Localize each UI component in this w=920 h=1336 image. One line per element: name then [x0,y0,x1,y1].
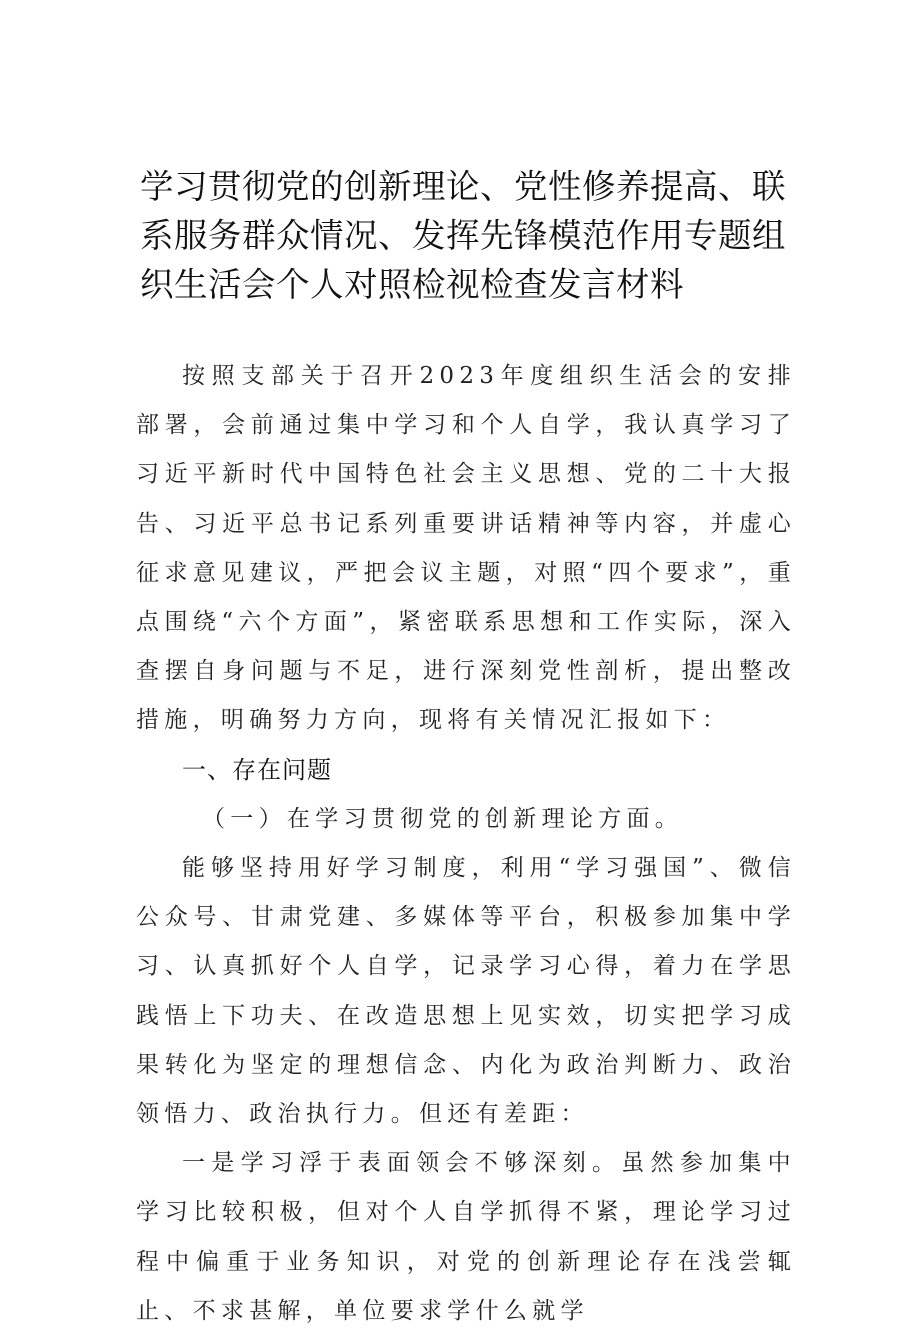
body-paragraph: 能够坚持用好学习制度，利用“学习强国”、微信公众号、甘肃党建、多媒体等平台，积极参加集中学习、认真抓好个人自学，记录学习心得，着力在学思践悟上下功夫、在改造思想上见实效，切实把学习成果转化为坚定的理想信念、内化为政治判断力、政治领悟力、政治执行力。但还有差距： [136,855,796,1128]
document-body [136,352,796,1336]
section-heading: 一、存在问题 [182,755,332,784]
document-title: 学习贯彻党的创新理论、党性修养提高、联系服务群众情况、发挥先锋模范作用专题组织生活会个人对照检视检查发言材料 [140,167,786,304]
intro-paragraph: 按照支部关于召开2023年度组织生活会的安排部署，会前通过集中学习和个人自学，我认真学习了习近平新时代中国特色社会主义思想、党的二十大报告、习近平总书记系列重要讲话精神等内容，并虚心征求意见建议，严把会议主题，对照“四个要求”，重点围绕“六个方面”，紧密联系思想和工作实际，深入查摆自身问题与不足，进行深刻党性剖析，提出整改措施，明确努力方向，现将有关情况汇报如下： [136,363,796,734]
body-paragraph: 一是学习浮于表面领会不够深刻。虽然参加集中学习比较积极，但对个人自学抓得不紧，理论学习过程中偏重于业务知识，对党的创新理论存在浅尝辄止、不求甚解，单位要求学什么就学 [136,1150,796,1324]
subsection-heading: （一）在学习贯彻党的创新理论方面。 [202,805,684,832]
